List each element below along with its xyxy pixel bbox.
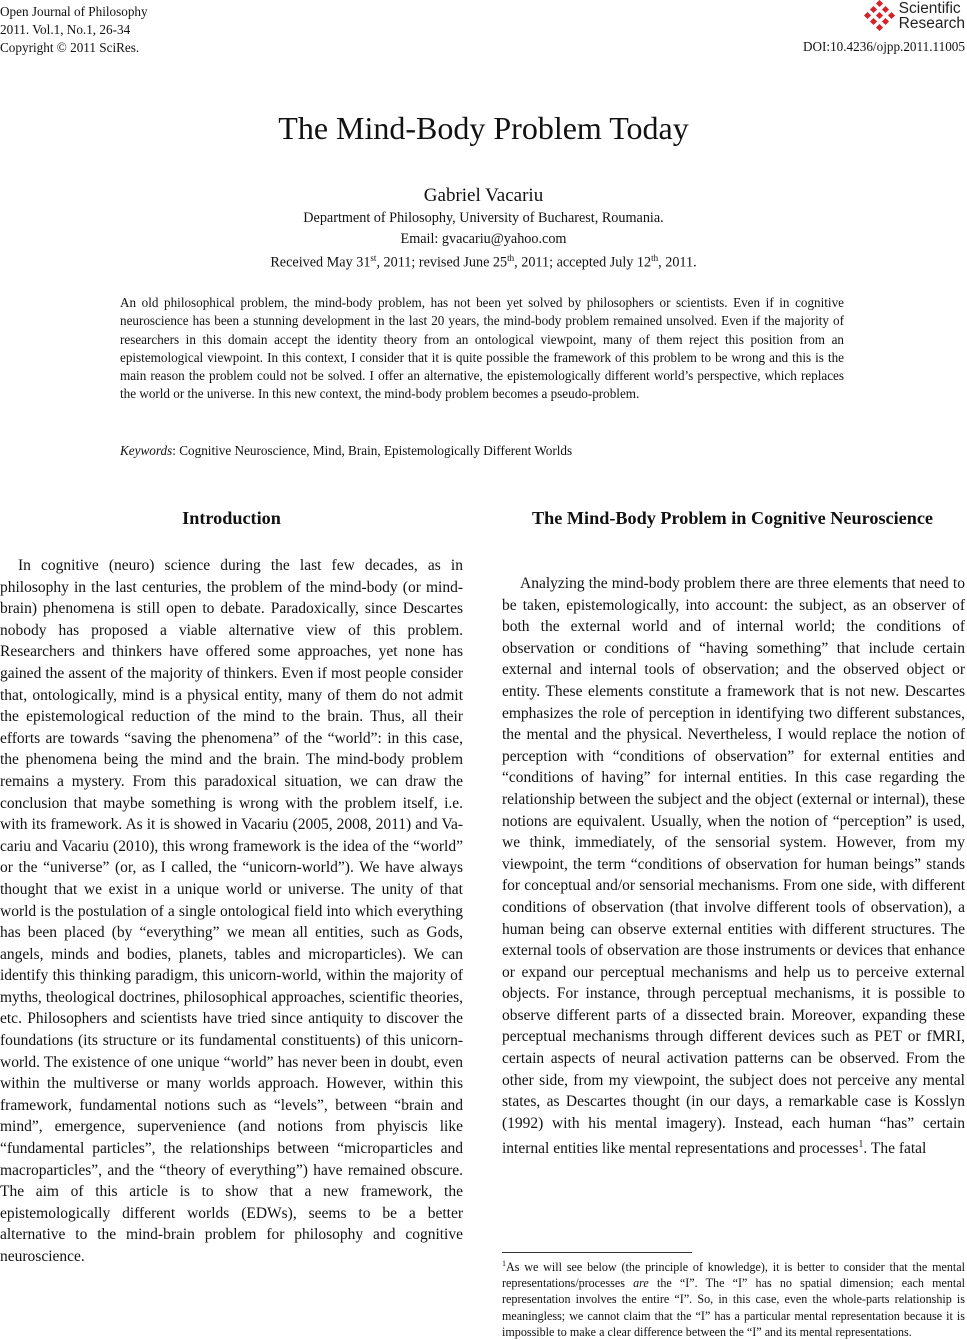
- mind-body-paragraph-text: Analyzing the mind-body problem there are three elements that need to be taken, epistemologically, into account: the subject, as an observer of both the external world and of internal world; the conditions of observation or conditions of “having something” that include certain external and internal tools of observation; and the observed object or entity. These elements constitute a framework that is not new. Descartes emphasizes the role of perception in identifying two different substances, the mental and the physical. Nevertheless, I would replace the notion of perception with “conditions of observation” for external entities and “conditions of having” for internal entities. In this case regarding the relationship between the subject and the object (external or internal), these notions are equivalent. Usually, when the notion of “perception” is used, we think, immediately, of the sensorial system. However, from my viewpoint, the term “conditions of observation for human beings” stands for conceptual and/or sensorial mechanisms. From one side, with different conditions of observation (that involve different tools of observation), a human being can observe external entities with different structures. The external tools of observation are those instruments or devices that enhance or expand our perceptual mechanisms and help us to perceive external objects. For instance, through perceptual mechanisms, it is possible to observe different parts of a dissected brain. Moreover, expanding these perceptual mechanisms through different devices such as PET or fMRI, certain aspects of neural activation patterns can be observed. From the other side, from my viewpoint, the subject does not perceive any mental states, as Descartes thought (in our days, a remarkable case is Kosslyn (1992) with his mental imagery). Instead, each human “has” certain internal entities like mental representations and processes: [502, 575, 965, 1158]
- revised-sup: th: [507, 253, 515, 263]
- journal-header: [0, 3, 148, 57]
- footnote-emphasis: are: [633, 1276, 649, 1291]
- accepted-sup: th: [651, 253, 659, 263]
- footnote-rule: [502, 1252, 692, 1253]
- doi-link[interactable]: DOI:10.4236/ojpp.2011.11005: [802, 39, 965, 54]
- mind-body-paragraph: [502, 573, 965, 1160]
- accepted-suffix: , 2011.: [658, 254, 697, 271]
- logo-line-1: Scientific: [898, 0, 961, 17]
- footnote-mark: 1: [502, 1259, 506, 1268]
- logo-line-2: Research: [898, 15, 965, 32]
- author-name: Gabriel Vacariu: [423, 185, 544, 206]
- footnote-text-a: As we will see below (the principle of knowledge), it is better to consider that the mental representations/processes: [502, 1260, 965, 1291]
- keywords-list: : Cognitive Neuroscience, Mind, Brain, Epistemologically Different Worlds: [172, 443, 573, 458]
- mind-body-paragraph-end: . The fatal: [863, 1140, 927, 1158]
- revised-date: , 2011; revised June 25: [376, 254, 508, 271]
- logo-wordmark: [899, 1, 965, 31]
- left-column-body: [0, 555, 463, 1268]
- footnote-text-b: the “I”. The “I” has no spatial dimension; each mental representation involves the entire “I”. So, in this case, even the whole-parts relationship is meaningless; we cannot claim that the “I” has a particular mental representation because it is impossible to make a clear difference between the “I” and its mental representations.: [502, 1276, 966, 1339]
- keywords-label: Keywords: [120, 443, 173, 458]
- journal-volume: 2011. Vol.1, No.1, 26-34: [0, 22, 131, 37]
- author-email[interactable]: Email: gvacariu@yahoo.com: [400, 231, 567, 247]
- keywords: [120, 442, 572, 460]
- section-heading-mind-body-problem: The Mind-Body Problem in Cognitive Neuroscience: [532, 508, 933, 528]
- received-sup: st: [370, 253, 377, 263]
- right-column-body: [502, 573, 965, 1160]
- publisher-logo: [863, 0, 965, 32]
- footnote: [502, 1256, 965, 1340]
- abstract: An old philosophical problem, the mind-body problem, has not been yet solved by philosophers or scientists. Even if in cognitive neuroscience has been a stunning development in the last 20 years, the mind-body problem remained unsolved. Even if the majority of researchers in this domain accept the identity theory from an ontological viewpoint, many of them reject this position from an epistemological viewpoint. In this context, I consider that it is quite possible the framework of this problem to be wrong and this is the main reason the problem could not be solved. I offer an alternative, the epistemologically different world’s perspective, which replaces the world or the universe. In this new context, the mind-body problem becomes a pseudo-problem.: [120, 295, 844, 402]
- scientific-research-diamond-logo-icon: [863, 0, 897, 32]
- received-date: Received May 31: [270, 254, 371, 271]
- section-heading-introduction: Introduction: [182, 508, 281, 528]
- accepted-date: , 2011; accepted July 12: [514, 254, 652, 271]
- article-title: The Mind-Body Problem Today: [278, 110, 689, 146]
- journal-name: Open Journal of Philosophy: [0, 4, 148, 19]
- author-affiliation: Department of Philosophy, University of Bucharest, Roumania.: [303, 210, 664, 226]
- introduction-paragraph: In cognitive (neuro) science during the last few decades, as in philosophy in the last centuries, the problem of the mind-body (or mind-brain) phenomena is still open to debate. Paradoxically, since Descartes nobody has proposed a viable alternative view of this problem. Researchers and thinkers have offered some approaches, yet none has gained the assent of the majority of thinkers. Even if most people consider that, ontologically, mind is a physical entity, many of them do not admit the epistemological reduction of the mind to the brain. Thus, all their efforts are towards “saving the phenomena” of the “world”: in this case, the phenomena being the mind and the brain. The mind-body problem remains a mystery. From this paradoxical situation, we can draw the conclusion that maybe something is wrong with the problem itself, i.e. with its framework. As it is showed in Vacariu (2005, 2008, 2011) and Vacariu and Vacariu (2010), this wrong framework is the idea of the “world” or the “universe” (or, as I called, the “unicorn-world”). We have always thought that we exist in a unique world or universe. The unity of that world is the postulation of a single ontological field into which everything has been placed (by “everything” we mean all entities, such as Gods, angels, minds and bodies, planets, tables and microparticles). We can identify this thinking paradigm, this unicorn-world, within the majority of myths, theological doctrines, philosophical approaches, scientific theories, etc. Philosophers and scientists have tried since antiquity to discover the foundations (its structure or its fundamental constituents) of this unicorn-world. The existence of one unique “world” has never been in doubt, even within the multiverse or many worlds approach. However, within this framework, fundamental notions such as “levels”, between “brain and mind”, emergence, supervenience (and notions from phyiscis like “fundamental particles”, the relationships between “microparticles and macroparticles”, and the “theory of everything”) have remained obscure. The aim of this article is to show that a new framework, the epistemologically different worlds (EDWs), seems to be a better alternative to the mind-brain problem for philosophy and cognitive neuroscience.: [0, 557, 463, 1265]
- footnote-ref[interactable]: 1: [858, 1139, 864, 1151]
- copyright-line: Copyright © 2011 SciRes.: [0, 40, 140, 55]
- received-dates: [0, 248, 967, 273]
